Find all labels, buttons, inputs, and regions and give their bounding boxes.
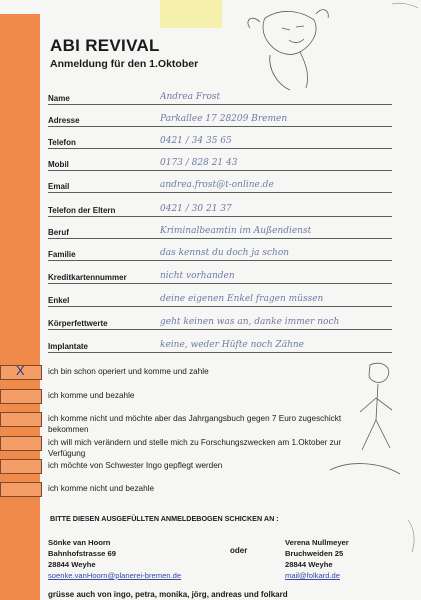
form-subtitle: Anmeldung für den 1.Oktober — [50, 58, 199, 70]
greeting-line: grüsse auch von ingo, petra, monika, jörg, andreas und folkard — [48, 590, 288, 599]
orange-side-bar — [0, 14, 40, 600]
contact-verena — [285, 537, 349, 581]
contact-name: Sönke van Hoorn — [48, 538, 111, 547]
value-enkel[interactable]: deine eigenen Enkel fragen müssen — [160, 294, 324, 304]
field-line — [48, 126, 392, 127]
contact-email-link[interactable]: mail@folkard.de — [285, 571, 340, 580]
value-adresse[interactable]: Parkallee 17 28209 Bremen — [160, 114, 288, 124]
label-name: Name — [48, 94, 70, 103]
label-adresse: Adresse — [48, 116, 80, 125]
label-koerperfett: Körperfettwerte — [48, 319, 108, 328]
option-text-1: ich bin schon operiert und komme und zahle — [48, 367, 209, 376]
label-kreditkarte: Kreditkartennummer — [48, 273, 127, 282]
value-familie[interactable]: das kennst du doch ja schon — [160, 248, 290, 258]
send-instruction: BITTE DIESEN AUSGEFÜLLTEN ANMELDEBOGEN SCHICKEN AN : — [50, 514, 279, 523]
field-line — [48, 216, 392, 217]
contact-email-link[interactable]: soenke.vanHoorn@planerei-bremen.de — [48, 571, 182, 580]
option-checkbox-3[interactable] — [0, 412, 42, 427]
value-kreditkarte[interactable]: nicht vorhanden — [160, 271, 235, 281]
option-checkbox-1[interactable] — [0, 365, 42, 380]
contact-street: Bahnhofstrasse 69 — [48, 549, 116, 558]
contact-city: 28844 Weyhe — [285, 560, 333, 569]
label-beruf: Beruf — [48, 228, 69, 237]
field-line — [48, 352, 392, 353]
option-text-3: ich komme nicht und möchte aber das Jahrgangsbuch gegen 7 Euro zugeschickt bekommen — [48, 414, 342, 434]
field-line — [48, 306, 392, 307]
field-line — [48, 260, 392, 261]
value-mobil[interactable]: 0173 / 828 21 43 — [160, 158, 238, 168]
option-checkbox-4[interactable] — [0, 436, 42, 451]
field-line — [48, 170, 392, 171]
form-title: ABI REVIVAL — [50, 36, 160, 55]
contact-soenke — [48, 537, 181, 581]
value-telefon-eltern[interactable]: 0421 / 30 21 37 — [160, 204, 232, 214]
field-line — [48, 104, 392, 105]
option-checkbox-5[interactable] — [0, 459, 42, 474]
field-line — [48, 148, 392, 149]
label-email: Email — [48, 182, 70, 191]
label-telefon: Telefon — [48, 138, 76, 147]
sticky-note — [160, 0, 222, 28]
option-text-5: ich möchte von Schwester Ingo gepflegt werden — [48, 461, 223, 470]
checkbox-x-mark: X — [16, 363, 25, 378]
field-line — [48, 329, 392, 330]
label-enkel: Enkel — [48, 296, 70, 305]
value-beruf[interactable]: Kriminalbeamtin im Außendienst — [160, 226, 312, 236]
value-koerperfett[interactable]: geht keinen was an, danke immer noch — [160, 317, 340, 327]
field-line — [48, 238, 392, 239]
option-checkbox-2[interactable] — [0, 389, 42, 404]
contact-city: 28844 Weyhe — [48, 560, 96, 569]
value-name[interactable]: Andrea Frost — [160, 92, 221, 102]
label-telefon-eltern: Telefon der Eltern — [48, 206, 116, 215]
label-mobil: Mobil — [48, 160, 69, 169]
contact-street: Bruchweiden 25 — [285, 549, 344, 558]
contact-name: Verena Nullmeyer — [285, 538, 349, 547]
value-implantate[interactable]: keine, weder Hüfte noch Zähne — [160, 340, 305, 350]
option-text-4: ich will mich verändern und stelle mich zu Forschungszwecken am 1.Oktober zur Verfügung — [48, 438, 342, 458]
value-telefon[interactable]: 0421 / 34 35 65 — [160, 136, 232, 146]
option-text-2: ich komme und bezahle — [48, 391, 135, 400]
label-implantate: Implantate — [48, 342, 89, 351]
label-familie: Familie — [48, 250, 76, 259]
value-email[interactable]: andrea.frost@t-online.de — [160, 180, 274, 190]
option-text-6: ich komme nicht und bezahle — [48, 484, 155, 493]
field-line — [48, 283, 392, 284]
or-separator: oder — [230, 546, 248, 555]
option-checkbox-6[interactable] — [0, 482, 42, 497]
field-line — [48, 192, 392, 193]
